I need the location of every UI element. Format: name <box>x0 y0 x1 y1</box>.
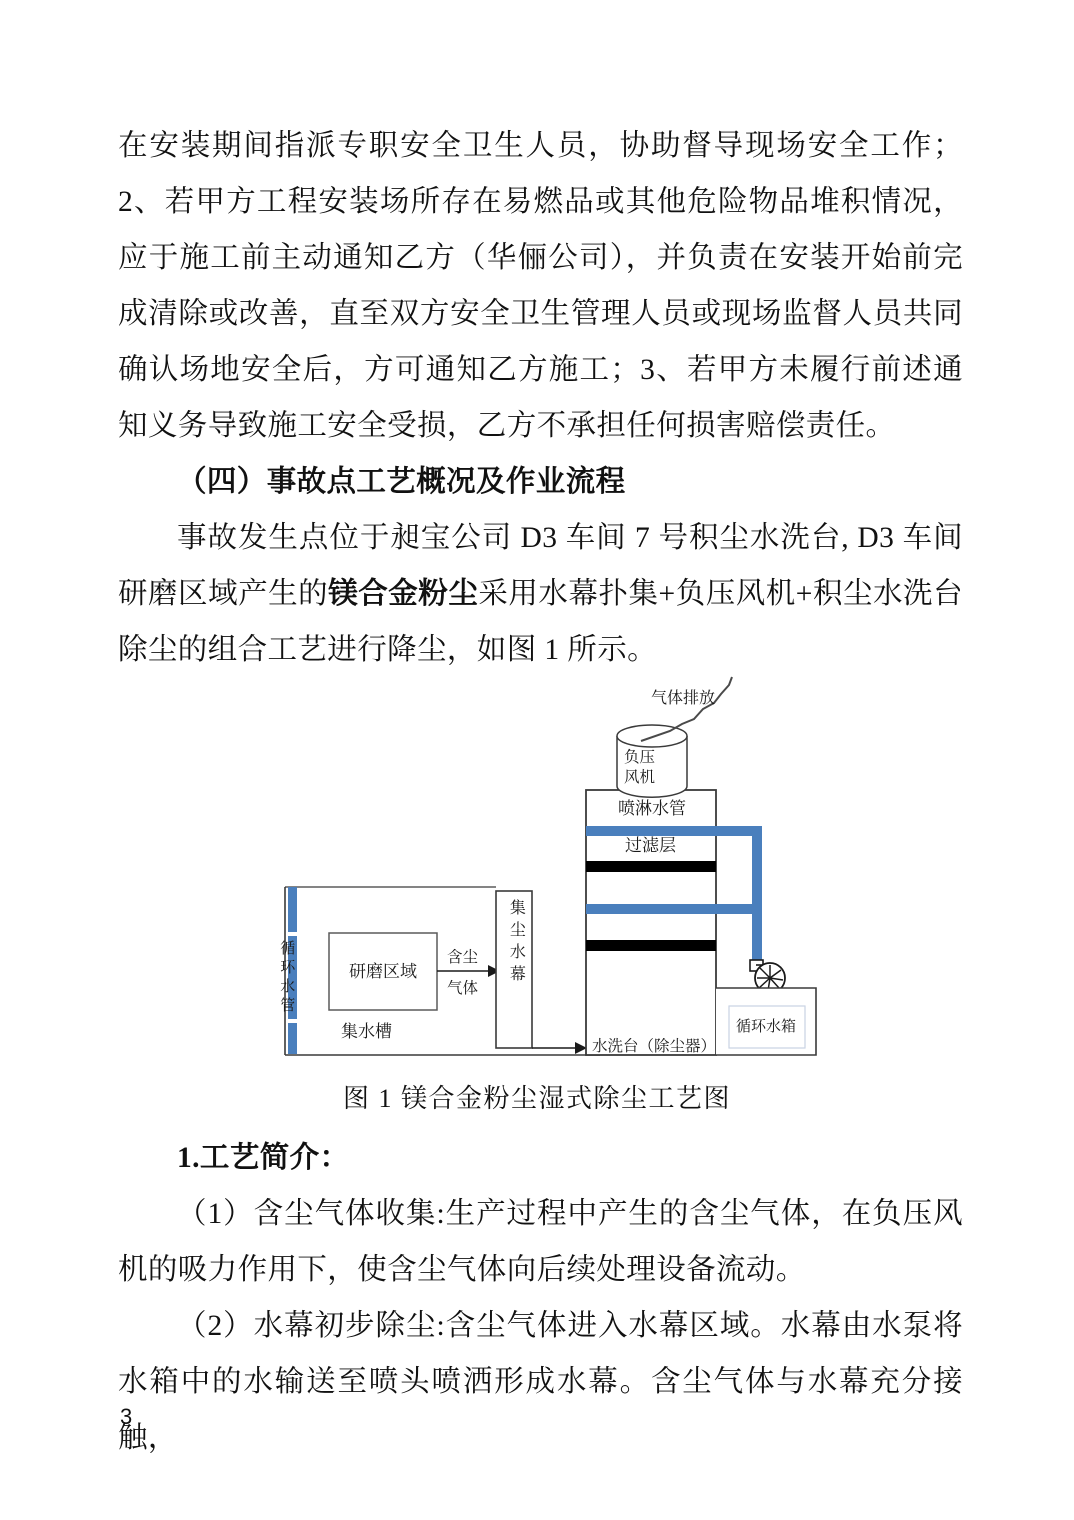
label-dusty-gas-line1: 含尘 <box>447 949 479 966</box>
paragraph-water-curtain-dedusting: （2）水幕初步除尘:含尘气体进入水幕区域。水幕由水泵将水箱中的水输送至喷头喷洒形成水幕。含尘气体与水幕充分接触， <box>118 1310 963 1454</box>
label-circulating-water-pipe: 循环水管 <box>278 940 296 1016</box>
filter-bar-upper <box>586 861 716 872</box>
label-wash-table: 水洗台（除尘器） <box>592 1038 717 1055</box>
label-water-collection-tank: 集水槽 <box>341 1022 392 1041</box>
page-number: 3 <box>120 1404 133 1429</box>
spray-bar-lower <box>586 904 716 914</box>
heading-section-four: （四）事故点工艺概况及作业流程 <box>177 466 626 498</box>
label-dusty-gas-line2: 气体 <box>447 980 479 997</box>
accident-location-text-after: 采用水幕扑集+负压风机+积尘水洗台除尘的组合工艺进行降尘，如图 1 所示。 <box>118 578 963 666</box>
paragraph-accident-location <box>118 510 963 678</box>
document-body-column-lower <box>118 1130 963 1466</box>
document-body-column <box>118 118 963 678</box>
curtain-to-washtable-arrow <box>532 1042 587 1054</box>
paragraph-dust-gas-collection: （1）含尘气体收集:生产过程中产生的含尘气体，在负压风机的吸力作用下，使含尘气体向后续处理设备流动。 <box>118 1198 963 1286</box>
label-negative-pressure-fan-line2: 风机 <box>624 769 656 786</box>
heading-process-introduction: 1.工艺简介： <box>177 1142 350 1174</box>
accident-location-text-before: 事故发生点位于昶宝公司 D3 车间 7 号积尘水洗台, D3 车间研磨区域产生的 <box>118 522 963 610</box>
label-circulating-water-tank: 循环水箱 <box>736 1018 797 1035</box>
label-gas-exhaust: 气体排放 <box>651 690 716 707</box>
figure-wet-dust-removal-process <box>270 668 870 1068</box>
filter-bar-lower <box>586 940 716 951</box>
figure-caption: 图 1 镁合金粉尘湿式除尘工艺图 <box>342 1084 731 1113</box>
label-negative-pressure-fan-line1: 负压 <box>624 749 656 766</box>
return-pipe-lower <box>716 904 762 914</box>
label-dust-water-curtain: 集尘水幕 <box>507 899 525 987</box>
label-filter-layer: 过滤层 <box>625 836 676 855</box>
paragraph-safety-obligations: 在安装期间指派专职安全卫生人员，协助督导现场安全工作；2、若甲方工程安装场所存在易燃品或其他危险物品堆积情况，应于施工前主动通知乙方（华俪公司），并负责在安装开始前完成清除或改善，直至双方安全卫生管理人员或现场监督人员共同确认场地安全后，方可通知乙方施工；3、若甲方未履行前述通知义务导致施工安全受损，乙方不承担任何损害赔偿责任。 <box>118 130 963 442</box>
magnesium-alloy-dust-emphasis: 镁合金粉尘 <box>328 578 479 610</box>
label-spray-pipe: 喷淋水管 <box>618 799 686 818</box>
spray-bar-upper <box>586 826 716 836</box>
label-grinding-area: 研磨区域 <box>349 962 417 981</box>
diagram-svg <box>270 668 870 1068</box>
dusty-gas-arrow <box>437 965 500 977</box>
